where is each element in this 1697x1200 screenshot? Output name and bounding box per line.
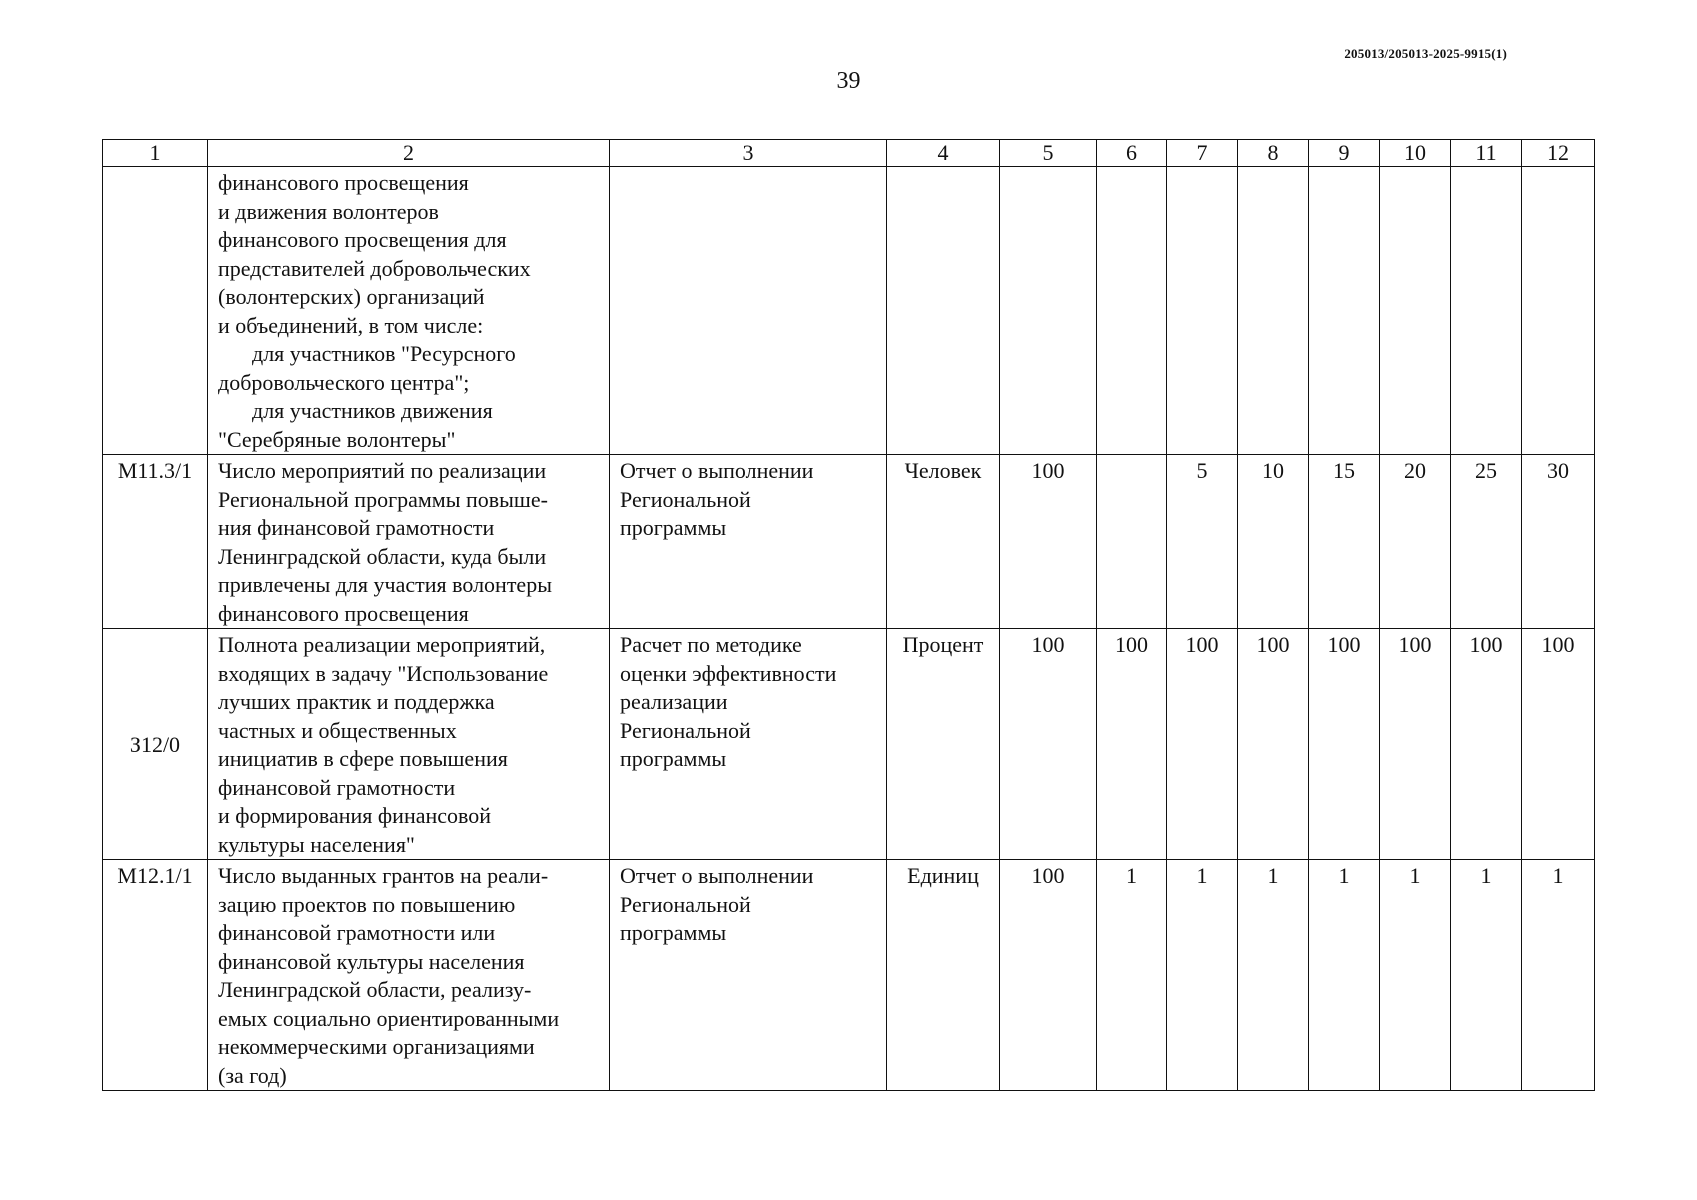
column-header: 4 (887, 140, 1000, 167)
value-cell: 1 (1380, 860, 1451, 1091)
column-header: 1 (103, 140, 208, 167)
name-line: финансового просвещения для (218, 227, 507, 252)
table-header-row (103, 140, 1595, 167)
value-cell: 100 (1000, 629, 1097, 860)
name-line: привлечены для участия волонтеры (218, 572, 552, 597)
name-line: ния финансовой грамотности (218, 515, 495, 540)
document-registration-code: 205013/205013-2025-9915(1) (1344, 46, 1507, 61)
column-header: 10 (1380, 140, 1451, 167)
value-cell (1380, 167, 1451, 455)
value-cell: 5 (1167, 455, 1238, 629)
value-cell: 30 (1522, 455, 1595, 629)
indicator-unit: Человек (887, 455, 1000, 629)
value-cell (1522, 167, 1595, 455)
value-cell (1097, 167, 1167, 455)
column-header: 8 (1238, 140, 1309, 167)
value-cell: 100 (1000, 455, 1097, 629)
source-line: Региональной (620, 717, 751, 743)
value-cell (1097, 455, 1167, 629)
name-line: Ленинградской области, реализу- (218, 977, 532, 1002)
source-line: Расчет по методике (620, 632, 802, 657)
value-cell: 100 (1522, 629, 1595, 860)
value-cell: 1 (1097, 860, 1167, 1091)
name-line: финансовой грамотности (218, 774, 456, 800)
indicator-source (610, 167, 887, 455)
name-line: Полнота реализации мероприятий, (218, 632, 546, 657)
value-cell: 15 (1309, 455, 1380, 629)
source-line: программы (620, 746, 727, 771)
source-line: Региональной (620, 486, 751, 512)
value-cell (1451, 167, 1522, 455)
indicator-source (610, 629, 887, 860)
source-line: программы (620, 920, 727, 945)
name-line: и движения волонтеров (218, 198, 439, 224)
name-line: зацию проектов по повышению (218, 891, 516, 917)
name-line: Региональной программы повыше- (218, 486, 548, 512)
name-line: некоммерческими организациями (218, 1034, 535, 1059)
value-cell: 25 (1451, 455, 1522, 629)
value-cell: 100 (1167, 629, 1238, 860)
name-line: Ленинградской области, куда были (218, 543, 547, 569)
indicator-name (208, 860, 610, 1091)
source-line: Отчет о выполнении (620, 458, 814, 483)
value-cell (1000, 167, 1097, 455)
name-line: Число мероприятий по реализации (218, 458, 547, 483)
indicator-name (208, 167, 610, 455)
table-row (103, 455, 1595, 629)
name-line: лучших практик и поддержка (218, 689, 495, 714)
name-line: финансовой грамотности или (218, 920, 496, 945)
table-row (103, 167, 1595, 455)
column-header: 9 (1309, 140, 1380, 167)
value-cell (1238, 167, 1309, 455)
name-line: финансовой культуры населения (218, 948, 525, 974)
column-header: 7 (1167, 140, 1238, 167)
value-cell (1167, 167, 1238, 455)
column-header: 6 (1097, 140, 1167, 167)
name-line: "Серебряные волонтеры" (218, 426, 456, 452)
page-number: 39 (836, 68, 861, 94)
column-header: 5 (1000, 140, 1097, 167)
indicator-unit: Единиц (887, 860, 1000, 1091)
column-header: 11 (1451, 140, 1522, 167)
column-header: 12 (1522, 140, 1595, 167)
column-header: 2 (208, 140, 610, 167)
name-line: для участников движения (252, 398, 493, 423)
name-line: (волонтерских) организаций (218, 284, 485, 309)
value-cell: 1 (1238, 860, 1309, 1091)
name-line: добровольческого центра"; (218, 369, 470, 395)
value-cell: 100 (1238, 629, 1309, 860)
name-line: входящих в задачу "Использование (218, 660, 549, 686)
indicator-code (103, 167, 208, 455)
table-row (103, 860, 1595, 1091)
source-line: реализации (620, 689, 728, 714)
indicator-unit (887, 167, 1000, 455)
indicator-unit: Процент (887, 629, 1000, 860)
indicator-source (610, 455, 887, 629)
value-cell: 1 (1451, 860, 1522, 1091)
name-line: финансового просвещения (218, 170, 469, 195)
source-line: Региональной (620, 891, 751, 917)
value-cell: 100 (1380, 629, 1451, 860)
name-line: для участников "Ресурсного (252, 341, 516, 366)
column-header: 3 (610, 140, 887, 167)
source-line: оценки эффективности (620, 660, 837, 686)
indicator-source (610, 860, 887, 1091)
name-line: Число выданных грантов на реали- (218, 863, 549, 888)
value-cell: 20 (1380, 455, 1451, 629)
table-row (103, 629, 1595, 860)
name-line: и объединений, в том числе: (218, 312, 484, 338)
name-line: емых социально ориентированными (218, 1005, 560, 1031)
indicator-code: М12.1/1 (103, 860, 208, 1091)
name-line: представителей добровольческих (218, 255, 531, 281)
value-cell (1309, 167, 1380, 455)
name-line: (за год) (218, 1062, 287, 1088)
name-line: инициатив в сфере повышения (218, 746, 508, 771)
name-line: и формирования финансовой (218, 803, 492, 828)
indicator-name (208, 455, 610, 629)
source-line: Отчет о выполнении (620, 863, 814, 888)
value-cell: 100 (1309, 629, 1380, 860)
indicator-code: М11.3/1 (103, 455, 208, 629)
value-cell: 100 (1451, 629, 1522, 860)
indicators-table (102, 139, 1595, 1091)
value-cell: 1 (1167, 860, 1238, 1091)
value-cell: 1 (1309, 860, 1380, 1091)
name-line: культуры населения" (218, 831, 415, 857)
value-cell: 10 (1238, 455, 1309, 629)
value-cell: 100 (1097, 629, 1167, 860)
value-cell: 100 (1000, 860, 1097, 1091)
source-line: программы (620, 515, 727, 540)
name-line: финансового просвещения (218, 600, 469, 626)
indicator-code: З12/0 (103, 629, 208, 860)
value-cell: 1 (1522, 860, 1595, 1091)
indicator-name (208, 629, 610, 860)
name-line: частных и общественных (218, 717, 457, 743)
